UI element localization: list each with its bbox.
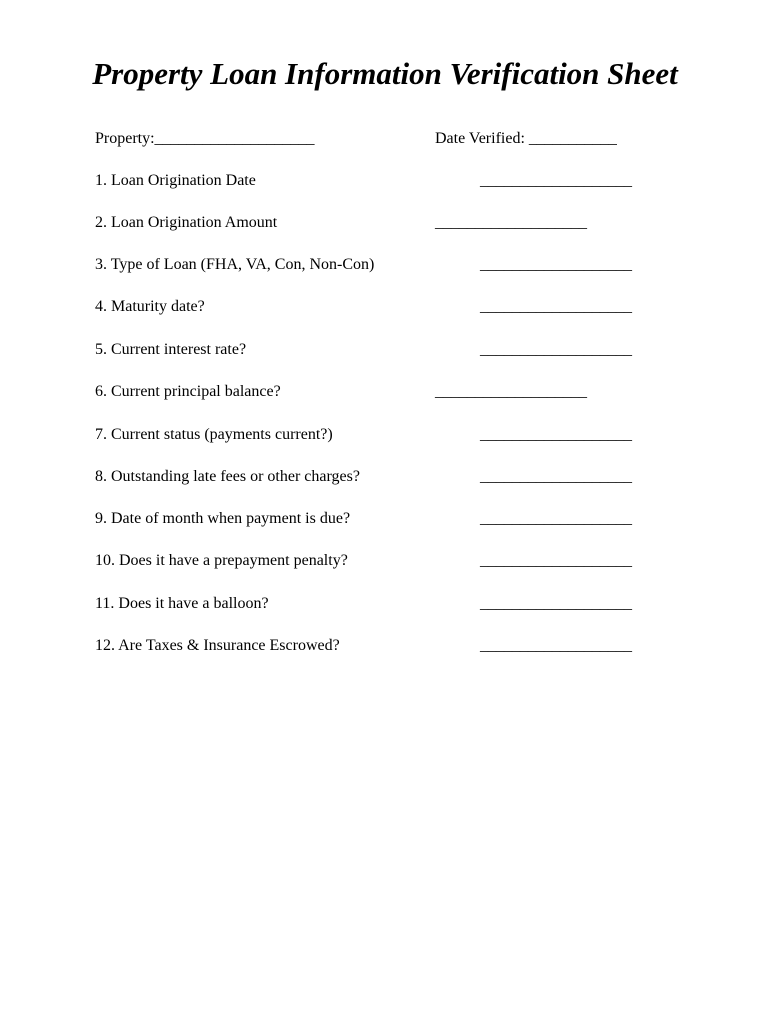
question-maturity-date: 4. Maturity date? [95,298,205,315]
property-blank[interactable]: ____________________ [154,130,315,147]
answer-blank-loan-origination-date[interactable]: ___________________ [480,172,632,189]
question-payment-due-date: 9. Date of month when payment is due? [95,510,351,527]
question-prepayment-penalty: 10. Does it have a prepayment penalty? [95,552,348,569]
answer-blank-payment-due-date[interactable]: ___________________ [480,510,632,527]
question-current-principal-balance: 6. Current principal balance? [95,383,281,400]
answer-blank-current-principal-balance[interactable]: ___________________ [435,383,587,400]
answer-blank-current-interest-rate[interactable]: ___________________ [480,341,632,358]
answer-blank-balloon[interactable]: ___________________ [480,595,632,612]
property-field[interactable] [95,129,315,149]
property-label: Property: [95,130,155,147]
answer-blank-type-of-loan[interactable]: ___________________ [480,256,632,273]
question-taxes-insurance-escrowed: 12. Are Taxes & Insurance Escrowed? [95,637,340,654]
answer-blank-prepayment-penalty[interactable]: ___________________ [480,552,632,569]
date-verified-field[interactable] [435,129,617,149]
question-loan-origination-amount: 2. Loan Origination Amount [95,214,278,231]
answer-blank-outstanding-late-fees[interactable]: ___________________ [480,468,632,485]
date-verified-label: Date Verified: [435,130,525,147]
question-outstanding-late-fees: 8. Outstanding late fees or other charges? [95,468,360,485]
answer-blank-maturity-date[interactable]: ___________________ [480,298,632,315]
date-verified-blank[interactable]: ___________ [528,130,617,147]
question-current-interest-rate: 5. Current interest rate? [95,341,247,358]
document-title: Property Loan Information Verification Sheet [92,56,678,91]
answer-blank-taxes-insurance-escrowed[interactable]: ___________________ [480,637,632,654]
answer-blank-current-status[interactable]: ___________________ [480,426,632,443]
question-current-status: 7. Current status (payments current?) [95,426,333,443]
question-loan-origination-date: 1. Loan Origination Date [95,172,256,189]
question-type-of-loan: 3. Type of Loan (FHA, VA, Con, Non-Con) [95,256,375,273]
answer-blank-loan-origination-amount[interactable]: ___________________ [435,214,587,231]
question-balloon: 11. Does it have a balloon? [95,595,269,612]
